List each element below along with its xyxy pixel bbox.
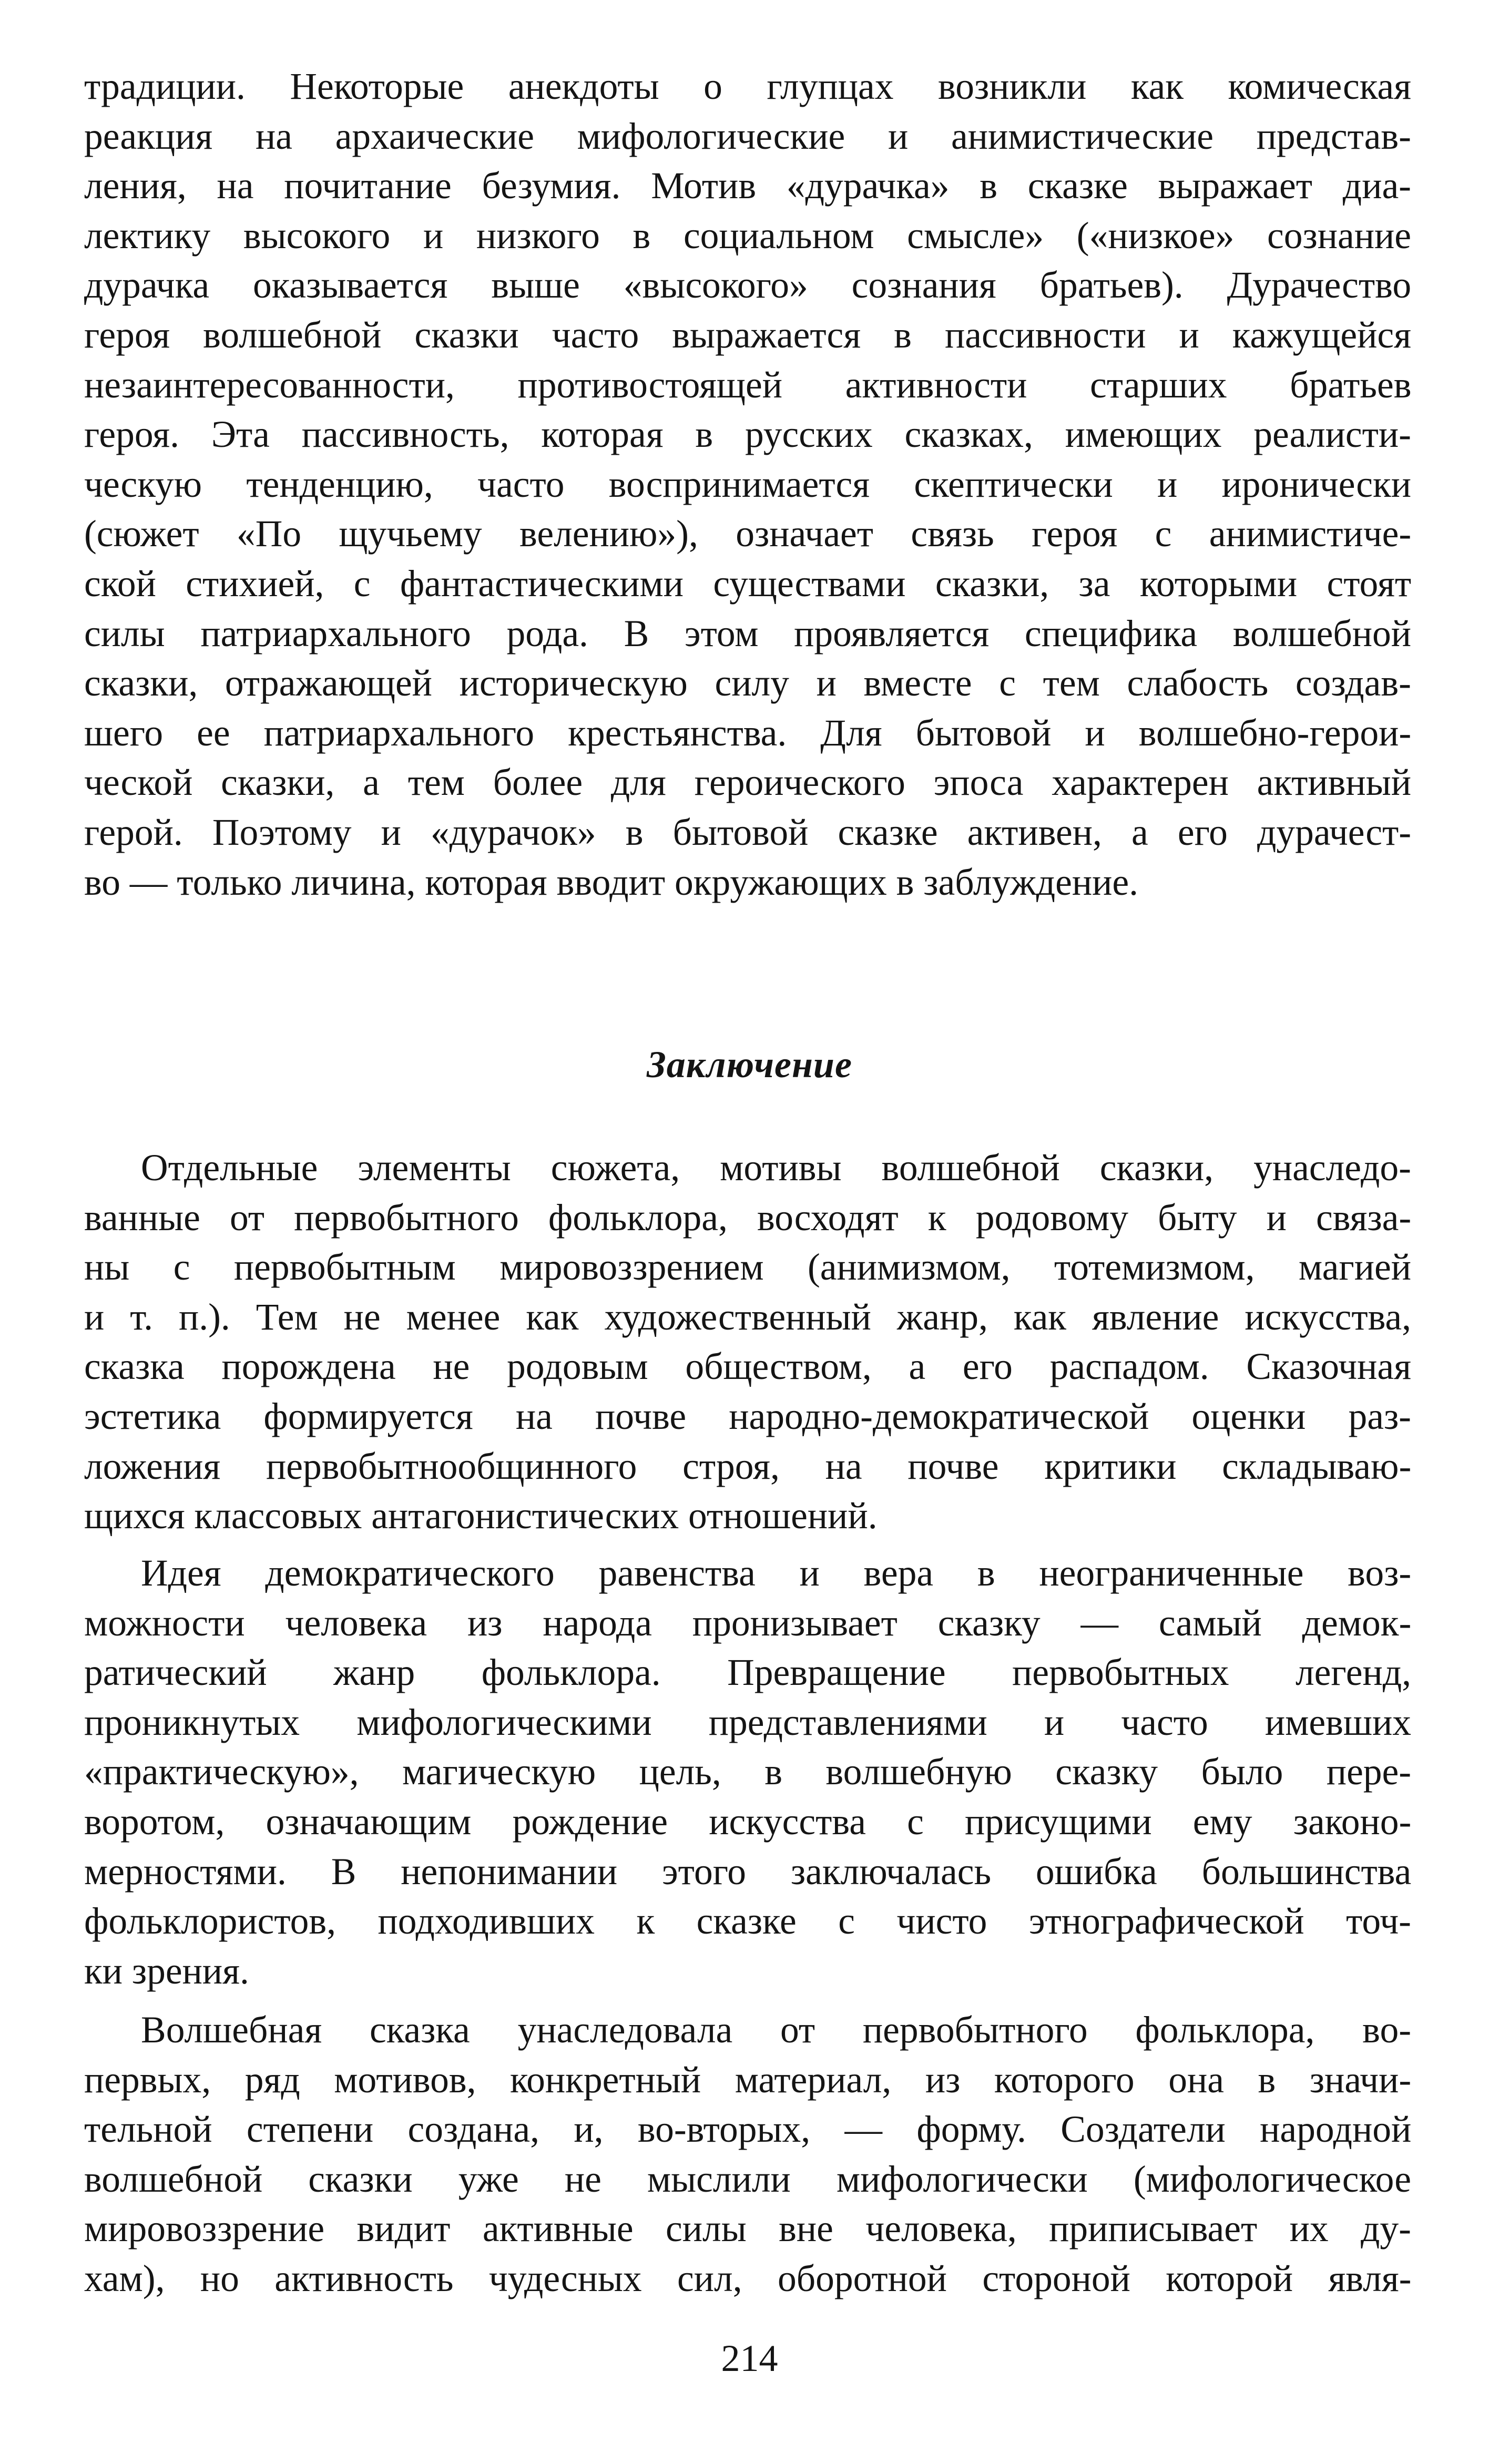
- paragraph-1: [84, 1143, 1411, 1541]
- text-line: можности человека из народа пронизывает сказку — самый демок-: [84, 1602, 1412, 1644]
- text-line: ложения первобытнообщинного строя, на почве критики складываю-: [84, 1445, 1412, 1487]
- text-line: ванные от первобытного фольклора, восходят к родовому быту и связа-: [84, 1197, 1412, 1239]
- text-line: сказки, отражающей историческую силу и вместе с тем слабость создав-: [84, 662, 1411, 704]
- text-line: волшебной сказки уже не мыслили мифологически (мифологическое: [84, 2158, 1411, 2200]
- text-line: мерностями. В непонимании этого заключалась ошибка большинства: [84, 1850, 1412, 1893]
- text-line: герой. Поэтому и «дурачок» в бытовой сказке активен, а его дурачест-: [84, 811, 1411, 853]
- paragraph-3: [84, 2006, 1411, 2304]
- text-line: ления, на почитание безумия. Мотив «дурачка» в сказке выражает диа-: [84, 165, 1411, 207]
- text-line: Идея демократического равенства и вера в неограниченные воз-: [141, 1552, 1412, 1594]
- text-line: ческую тенденцию, часто воспринимается скептически и иронически: [84, 463, 1411, 505]
- text-line: незаинтересованности, противостоящей активности старших братьев: [84, 364, 1412, 406]
- intro-paragraph: [84, 62, 1411, 907]
- text-line: героя волшебной сказки часто выражается в пассивности и кажущейся: [84, 314, 1411, 356]
- text-line: сказка порождена не родовым обществом, а его распадом. Сказочная: [84, 1346, 1411, 1388]
- text-line: дурачка оказывается выше «высокого» сознания братьев). Дурачество: [84, 264, 1412, 306]
- text-line: во — только личина, которая вводит окружающих в заблуждение.: [84, 861, 1138, 903]
- page-number: 214: [721, 2337, 778, 2379]
- text-line: щихся классовых антагонистических отношений.: [84, 1495, 878, 1537]
- text-line: мировоззрение видит активные силы вне человека, приписывает их ду-: [84, 2208, 1411, 2250]
- text-line: (сюжет «По щучьему велению»), означает связь героя с анимистиче-: [84, 513, 1412, 555]
- text-line: и т. п.). Тем не менее как художественный жанр, как явление искусства,: [84, 1296, 1411, 1338]
- text-line: первых, ряд мотивов, конкретный материал, из которого она в значи-: [84, 2059, 1412, 2101]
- text-line: проникнутых мифологическими представлениями и часто имевших: [84, 1701, 1411, 1743]
- text-line: тельной степени создана, и, во-вторых, — форму. Создатели народной: [84, 2109, 1412, 2151]
- text-line: лектику высокого и низкого в социальном смысле» («низкое» сознание: [84, 214, 1411, 257]
- text-line: силы патриархального рода. В этом проявляется специфика волшебной: [84, 612, 1411, 655]
- text-line: фольклористов, подходивших к сказке с чисто этнографической точ-: [84, 1900, 1411, 1942]
- text-line: Волшебная сказка унаследовала от первобытного фольклора, во-: [141, 2009, 1411, 2051]
- text-line: хам), но активность чудесных сил, оборотной стороной которой явля-: [84, 2257, 1412, 2299]
- text-line: Отдельные элементы сюжета, мотивы волшебной сказки, унаследо-: [141, 1147, 1411, 1189]
- text-line: шего ее патриархального крестьянства. Для бытовой и волшебно-герои-: [84, 712, 1412, 754]
- text-line: эстетика формируется на почве народно-демократической оценки раз-: [84, 1395, 1411, 1437]
- text-line: «практическую», магическую цель, в волшебную сказку было пере-: [84, 1751, 1412, 1793]
- paragraph-2: [84, 1549, 1411, 1996]
- text-line: ской стихией, с фантастическими существами сказки, за которыми стоят: [84, 563, 1412, 605]
- text-line: традиции. Некоторые анекдоты о глупцах возникли как комическая: [84, 66, 1411, 107]
- text-line: ны с первобытным мировоззрением (анимизмом, тотемизмом, магией: [84, 1246, 1411, 1289]
- text-line: ки зрения.: [84, 1950, 249, 1992]
- section-heading: Заключение: [647, 1044, 852, 1086]
- text-line: героя. Эта пассивность, которая в русских сказках, имеющих реалисти-: [84, 414, 1411, 456]
- text-line: воротом, означающим рождение искусства с присущими ему законо-: [84, 1801, 1412, 1843]
- text-line: ческой сказки, а тем более для героического эпоса характерен активный: [84, 762, 1411, 804]
- text-line: ратический жанр фольклора. Превращение первобытных легенд,: [84, 1652, 1412, 1694]
- text-line: реакция на архаические мифологические и анимистические представ-: [84, 115, 1411, 157]
